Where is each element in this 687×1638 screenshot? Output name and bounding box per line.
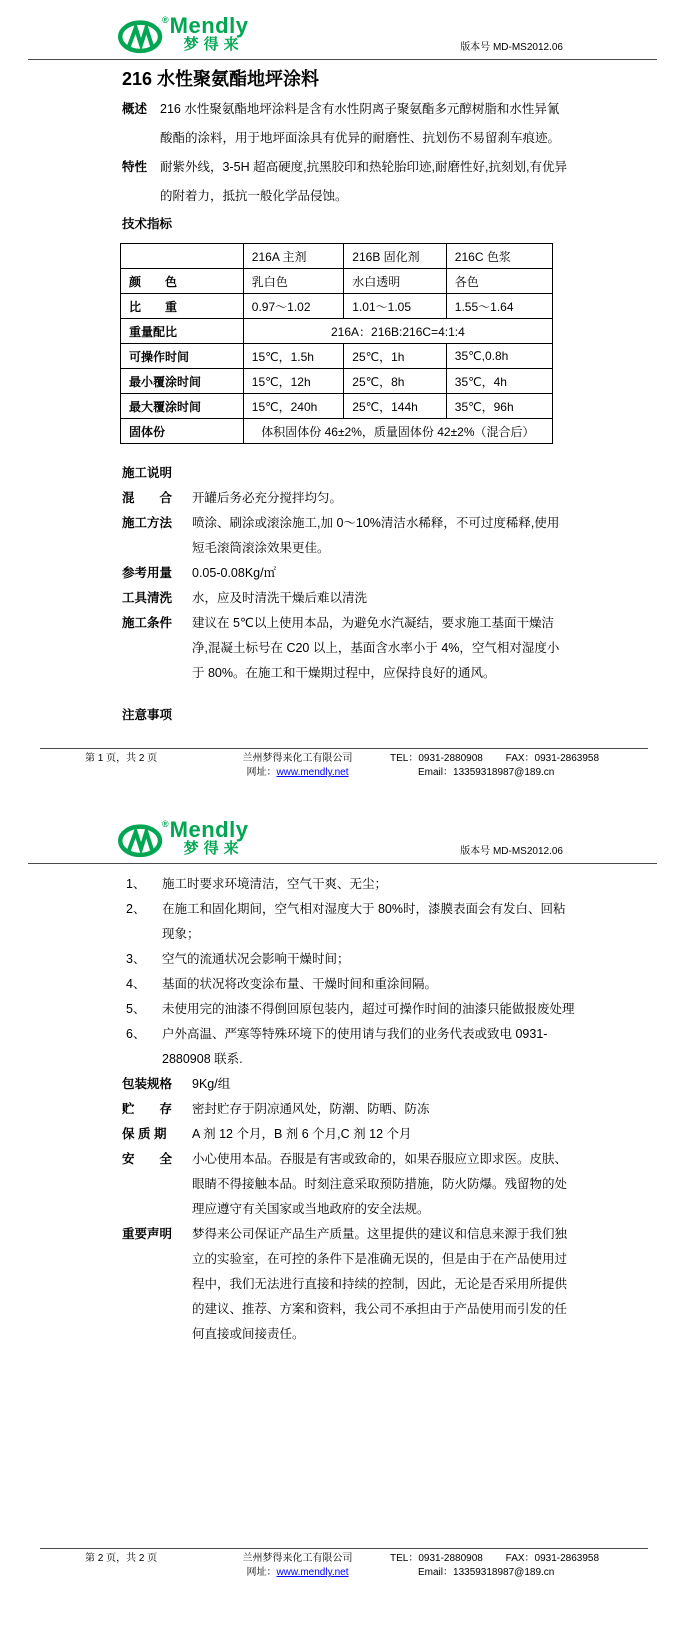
note-number: 3、 [126, 952, 146, 966]
info-row [122, 1072, 575, 1097]
construction-label: 工具清洗 [122, 591, 173, 605]
tech-specs-table [120, 243, 553, 444]
features-label: 特性 [122, 160, 148, 174]
footer-website-line [215, 1566, 380, 1580]
note-item [126, 897, 575, 947]
features-text: 耐紫外线，3-5H 超高硬度,抗黑胶印和热轮胎印迹,耐磨性好,抗刻划,有优异的附着力，抵抗一般化学品侵蚀。 [160, 160, 567, 203]
features-row [122, 153, 569, 211]
note-text: 施工时要求环境清洁，空气干爽、无尘； [162, 877, 388, 891]
brand-logo [118, 13, 249, 54]
construction-label: 混 合 [122, 491, 173, 505]
info-text: 梦得来公司保证产品生产质量。这里提供的建议和信息来源于我们独立的实验室，在可控的条件下是准确无误的，但是由于在产品使用过程中，我们无法进行直接和持续的控制，因此，无论是否采用所提供的建议、推荐、方案和资料，我公司不承担由于产品使用而引发的任何直接或间接责任。 [192, 1227, 568, 1341]
spec-value-cell: 25℃，1h [344, 344, 447, 369]
construction-text: 水，应及时清洗干燥后难以清洗 [192, 591, 368, 605]
brand-name-cn: 梦得来 [183, 840, 244, 857]
fax-label: FAX：0931-2863958 [505, 753, 600, 764]
version-label: 版本号 MD-MS2012.06 [460, 846, 563, 857]
brand-wordmark [169, 817, 249, 857]
note-item [126, 1022, 575, 1072]
mendly-logo-icon [118, 820, 164, 858]
note-text: 户外高温、严寒等特殊环境下的使用请与我们的业务代表或致电 0931-2880908 联系. [162, 1027, 548, 1066]
note-item [126, 872, 575, 897]
overview-text: 216 水性聚氨酯地坪涂料是含有水性阴离子聚氨酯多元醇树脂和水性异氰酸酯的涂料，用于地坪面涂具有优异的耐磨性、抗划伤不易留刹车痕迹。 [160, 102, 561, 145]
tech-specs-heading: 技术指标 [122, 217, 173, 231]
brand-name-en: Mendly [169, 817, 249, 842]
info-text: 密封贮存于阴凉通风处，防潮、防晒、防冻 [192, 1102, 430, 1116]
info-label: 贮 存 [122, 1102, 173, 1116]
info-row [122, 1222, 575, 1347]
spec-label-cell: 最小覆涂时间 [121, 369, 244, 394]
page-number: 第 2 页，共 2 页 [85, 1553, 158, 1564]
spec-value-cell: 15℃，240h [243, 394, 344, 419]
overview-row [122, 95, 569, 153]
spec-value-cell: 1.55～1.64 [446, 294, 552, 319]
info-label: 保 质 期 [122, 1127, 167, 1141]
page-footer [40, 1548, 648, 1580]
spec-value-cell: 乳白色 [243, 269, 344, 294]
mendly-logo-icon [118, 16, 164, 54]
header-rule [28, 59, 657, 60]
note-number: 5、 [126, 1002, 146, 1016]
overview-label: 概述 [122, 102, 148, 116]
company-name: 兰州梦得来化工有限公司 [242, 753, 353, 764]
page-header [0, 0, 687, 56]
construction-row [122, 511, 569, 561]
spec-label-cell: 可操作时间 [121, 344, 244, 369]
table-header-row [121, 244, 553, 269]
spec-label-cell: 比 重 [121, 294, 244, 319]
spec-label-cell [121, 244, 244, 269]
tel-label: TEL：0931-2880908 [390, 753, 483, 764]
table-row [121, 344, 553, 369]
footer-contact-block [380, 1552, 648, 1580]
table-row [121, 294, 553, 319]
spec-value-cell: 35℃,0.8h [446, 344, 552, 369]
note-item [126, 947, 575, 972]
spec-span-cell: 体积固体份 46±2%，质量固体份 42±2%（混合后） [243, 419, 552, 444]
info-label: 包装规格 [122, 1077, 173, 1091]
website-label: 网址： [246, 1567, 277, 1578]
website-label: 网址： [246, 767, 277, 778]
spec-value-cell: 0.97～1.02 [243, 294, 344, 319]
construction-row [122, 561, 569, 586]
construction-row [122, 486, 569, 511]
website-link[interactable]: www.mendly.net [276, 767, 349, 778]
spec-header-cell: 216B 固化剂 [344, 244, 447, 269]
construction-text: 喷涂、刷涂或滚涂施工,加 0～10%清洁水稀释，不可过度稀释,使用短毛滚筒滚涂效果更佳。 [192, 516, 560, 555]
notes-heading: 注意事项 [122, 708, 173, 722]
spec-label-cell: 重量配比 [121, 319, 244, 344]
brand-name-cn: 梦得来 [183, 36, 244, 53]
spec-label-cell: 固体份 [121, 419, 244, 444]
construction-heading: 施工说明 [122, 466, 173, 480]
spec-header-cell: 216A 主剂 [243, 244, 344, 269]
construction-text: 0.05-0.08Kg/㎡ [192, 566, 277, 580]
spec-value-cell: 1.01～1.05 [344, 294, 447, 319]
website-link[interactable]: www.mendly.net [276, 1567, 349, 1578]
version-label: 版本号 MD-MS2012.06 [460, 42, 563, 53]
info-label: 安 全 [122, 1152, 173, 1166]
construction-row [122, 611, 569, 686]
header-rule [28, 863, 657, 864]
note-number: 4、 [126, 977, 146, 991]
brand-wordmark [169, 13, 249, 53]
note-text: 未使用完的油漆不得倒回原包装内，超过可操作时间的油漆只能做报废处理 [162, 1002, 575, 1016]
construction-label: 施工方法 [122, 516, 173, 530]
info-row [122, 1097, 575, 1122]
construction-text: 开罐后务必充分搅拌均匀。 [192, 491, 343, 505]
brand-logo [118, 817, 249, 858]
note-text: 空气的流通状况会影响干燥时间； [162, 952, 350, 966]
page-title: 216 水性聚氨酯地坪涂料 [122, 69, 320, 89]
page-number: 第 1 页，共 2 页 [85, 753, 158, 764]
spec-value-cell: 水白透明 [344, 269, 447, 294]
info-row [122, 1147, 575, 1222]
info-text: 9Kg/组 [192, 1077, 231, 1091]
email-label: Email：13359318987@189.cn [418, 1567, 555, 1578]
table-row [121, 369, 553, 394]
spec-value-cell: 35℃，4h [446, 369, 552, 394]
spec-label-cell: 最大覆涂时间 [121, 394, 244, 419]
construction-label: 施工条件 [122, 616, 173, 630]
registered-mark-icon: ® [162, 15, 169, 25]
construction-text: 建议在 5℃以上使用本品，为避免水汽凝结，要求施工基面干燥洁净,混凝土标号在 C20 以上，基面含水率小于 4%，空气相对湿度小于 80%。在施工和干燥期过程中，应保持良好的通风。 [192, 616, 560, 680]
spec-label-cell: 颜 色 [121, 269, 244, 294]
spec-value-cell: 35℃，96h [446, 394, 552, 419]
footer-company-block [215, 1552, 380, 1580]
spec-value-cell: 25℃，144h [344, 394, 447, 419]
table-row [121, 269, 553, 294]
footer-telfax-line [390, 1552, 648, 1566]
spec-value-cell: 25℃，8h [344, 369, 447, 394]
info-text: A 剂 12 个月，B 剂 6 个月,C 剂 12 个月 [192, 1127, 412, 1141]
registered-mark-icon: ® [162, 819, 169, 829]
page-2 [0, 772, 687, 1638]
company-name: 兰州梦得来化工有限公司 [242, 1553, 353, 1564]
tel-label: TEL：0931-2880908 [390, 1553, 483, 1564]
table-row [121, 394, 553, 419]
table-row [121, 419, 553, 444]
note-text: 基面的状况将改变涂布量、干燥时间和重涂间隔。 [162, 977, 438, 991]
spec-span-cell: 216A：216B:216C=4:1:4 [243, 319, 552, 344]
table-row [121, 319, 553, 344]
info-row [122, 1122, 575, 1147]
page-1 [0, 0, 687, 778]
spec-value-cell: 各色 [446, 269, 552, 294]
page-header [0, 772, 687, 860]
email-label: Email：13359318987@189.cn [418, 767, 555, 778]
spec-header-cell: 216C 色浆 [446, 244, 552, 269]
note-number: 2、 [126, 902, 146, 916]
fax-label: FAX：0931-2863958 [505, 1553, 600, 1564]
spec-value-cell: 15℃，12h [243, 369, 344, 394]
brand-name-en: Mendly [169, 13, 249, 38]
note-number: 6、 [126, 1027, 146, 1041]
note-item [126, 997, 575, 1022]
footer-telfax-line [390, 752, 648, 766]
info-label: 重要声明 [122, 1227, 173, 1241]
notes-list [0, 872, 687, 1072]
note-text: 在施工和固化期间，空气相对湿度大于 80%时，漆膜表面会有发白、回粘现象； [162, 902, 566, 941]
info-text: 小心使用本品。吞服是有害或致命的，如果吞服应立即求医。皮肤、眼睛不得接触本品。时刻注意采取预防措施，防火防爆。残留物的处理应遵守有关国家或当地政府的安全法规。 [192, 1152, 568, 1216]
note-item [126, 972, 575, 997]
construction-row [122, 586, 569, 611]
construction-label: 参考用量 [122, 566, 173, 580]
spec-value-cell: 15℃，1.5h [243, 344, 344, 369]
note-number: 1、 [126, 877, 146, 891]
